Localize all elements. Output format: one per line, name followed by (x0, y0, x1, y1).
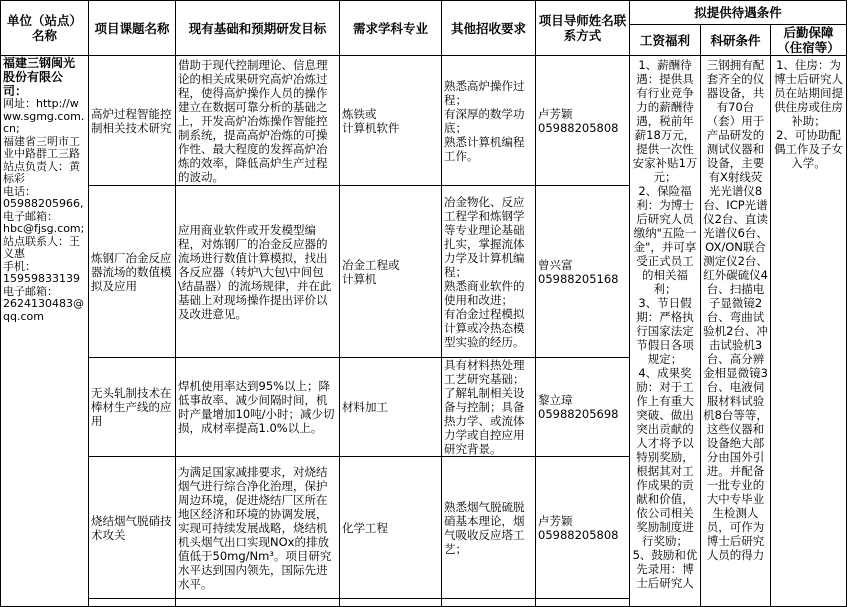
other-requirements: 冶金物化、反应工程学和炼钢学等专业理论基础扎实，掌握流体力学及计算机编程； 熟悉商业软件的使用和改进； 有冶金过程模拟计算或冷热态模型实验的经历。 (442, 186, 536, 358)
header-discipline: 需求学科专业 (340, 1, 442, 56)
table-row (1, 56, 847, 186)
mentor-contact: 卢芳颖 05988205808 (536, 56, 630, 186)
unit-info-cell (1, 56, 89, 607)
mentor-contact: 卢芳颖 05988205808 (536, 457, 630, 599)
discipline: 冶金工程或 计算机 (340, 186, 442, 358)
research-conditions: 三钢拥有配套齐全的仪器设备，共有70台（套）用于产品研发的测试仪器和设备，主要有X射线荧光光谱仪8台、ICP光谱仪2台、直读光谱仪6台、OX/ON联合测定仪2台、红外碳硫仪4台、扫描电子显微镜2台、弯曲试验机2台、冲击试验机3台、高分辨金相显微镜3台、电液伺服材料试验机8台等等，这些仪器和设备绝大部分由国外引进。并配备一批专业的大中专毕业生检测人员，可作为博士后研究人员的得力 (701, 56, 771, 607)
project-name: 无头轧制技术在棒材生产线的应用 (89, 358, 176, 457)
header-salary: 工资福利 (630, 25, 701, 56)
header-project: 项目课题名称 (89, 1, 176, 56)
mentor-contact: 曾兴富 05988205168 (536, 186, 630, 358)
unit-details: 网址：http://www.sgmg.com.cn; 福建省三明市工业中路群工三路站点负责人：黄标彩 电话： 05988205966, 电子邮箱： hbc@fjsg.com; 站点联系人：王义惠 手机： 15959833139 电子邮箱： 2624130483@qq.com (3, 97, 85, 323)
mentor-contact: 黎立璋 05988205698 (536, 358, 630, 457)
foundation-goal: 应用商业软件或开发模型编程，对炼钢厂的冶金反应器的流场进行数值计算模拟，找出各反应器（转炉\大包\中间包\结晶器）的流场规律，并在此基础上对现场操作提出评价以及改进意见。 (176, 186, 340, 358)
foundation-goal: 借助于现代控制理论、信息理论的相关成果研究高炉冶炼过程，使得高炉操作人员的操作建立在数据可靠分析的基础之上，开发高炉冶炼操作智能控制系统，提高高炉冶炼的可操作性、最大程度的发挥高炉冶炼的效率，降低高炉生产过程的波动。 (176, 56, 340, 186)
header-foundation: 现有基础和预期研发目标 (176, 1, 340, 56)
logistics-support: 1、住房：为博士后研究人员在站期间提供住房或住房补助； 2、可协助配偶工作及子女入学。 (771, 56, 847, 607)
foundation-goal: 焊机使用率达到95%以上；降低事故率、减少间隔时间，机时产量增加10吨/小时；减少切损，成材率提高1.0%以上。 (176, 358, 340, 457)
project-name: 炼钢厂冶金反应器流场的数值模拟及应用 (89, 186, 176, 358)
discipline: 化学工程 (340, 457, 442, 599)
discipline: 炼铁或 计算机软件 (340, 56, 442, 186)
header-benefits-group: 拟提供待遇条件 (630, 1, 847, 25)
header-other-requirements: 其他招收要求 (442, 1, 536, 56)
other-requirements: 熟悉烟气脱硫脱硝基本理论，烟气吸收反应塔工艺； (442, 457, 536, 599)
unit-name: 福建三钢闽光股份有限公司： (3, 56, 76, 98)
header-unit: 单位（站点）名称 (1, 1, 89, 56)
project-name: 高炉过程智能控制相关技术研究 (89, 56, 176, 186)
header-logistics: 后勤保障（住宿等） (771, 25, 847, 56)
salary-benefits: 1、薪酬待遇：提供具有行业竞争力的薪酬待遇，税前年薪18万元，提供一次性安家补贴1万元； 2、保险福利：为博士后研究人员缴纳"五险一金"，并可享受正式员工的相关福利； 3、节日假期：严格执行国家法定节假日各项规定； 4、成果奖励：对于工作上有重大突破、做出突出贡献的人才将予以特别奖励，根据其对工作成果的贡献和价值，依公司相关奖励制度进行奖励； 5、鼓励和优先录用：博士后研究人 (630, 56, 701, 607)
other-requirements: 具有材料热处理工艺研究基础；了解轧制相关设备与控制；具备热力学、或流体力学或自控应用研究背景。 (442, 358, 536, 457)
foundation-goal: 为满足国家减排要求，对烧结烟气进行综合净化治理，保护周边环境，促进烧结厂区所在地区经济和环境的协调发展，实现可持续发展战略，烧结机机头烟气出口实现NOx的排放值低于50mg/Nm³。项目研究水平达到国内领先，国际先进水平。 (176, 457, 340, 599)
header-mentor: 项目导师姓名联系方式 (536, 1, 630, 56)
header-research: 科研条件 (701, 25, 771, 56)
other-requirements: 熟悉高炉操作过程； 有深厚的数学功底； 熟悉计算机编程工作。 (442, 56, 536, 186)
discipline: 材料加工 (340, 358, 442, 457)
project-name: 烧结烟气脱硝技术攻关 (89, 457, 176, 599)
